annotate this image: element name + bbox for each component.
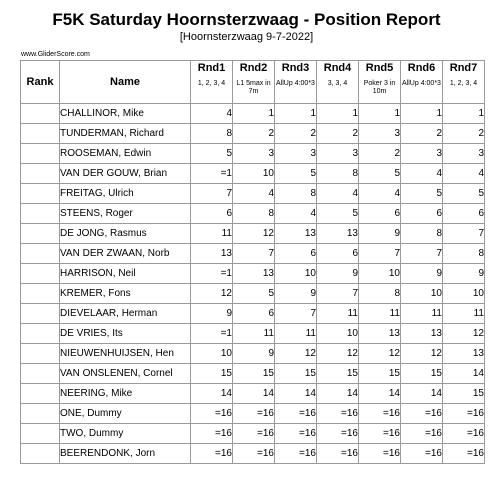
rank-cell: [21, 184, 60, 204]
round-position: =16: [275, 404, 317, 424]
round-position: =16: [401, 444, 443, 464]
rank-cell: [21, 224, 60, 244]
round-position: 3: [359, 124, 401, 144]
round-position: 6: [275, 244, 317, 264]
round-position: 4: [401, 164, 443, 184]
round-position: 4: [317, 184, 359, 204]
round-position: 7: [359, 244, 401, 264]
round-position: 10: [191, 344, 233, 364]
rank-cell: [21, 404, 60, 424]
round-position: =16: [275, 444, 317, 464]
rank-cell: [21, 244, 60, 264]
round-position: 2: [359, 144, 401, 164]
table-row: [21, 144, 485, 164]
round-position: =16: [443, 444, 485, 464]
round-position: 3: [317, 144, 359, 164]
round-position: 15: [443, 384, 485, 404]
round-position: 2: [401, 124, 443, 144]
round-position: 15: [275, 364, 317, 384]
round-position: 14: [401, 384, 443, 404]
table-row: [21, 444, 485, 464]
round-position: 14: [317, 384, 359, 404]
round-position: 13: [317, 224, 359, 244]
round-position: 14: [443, 364, 485, 384]
table-row: [21, 404, 485, 424]
round-position: 8: [317, 164, 359, 184]
pilot-name: ONE, Dummy: [60, 404, 191, 424]
round-position: =16: [233, 424, 275, 444]
table-row: [21, 164, 485, 184]
round-position: 5: [443, 184, 485, 204]
round-position: 4: [233, 184, 275, 204]
pilot-name: KREMER, Fons: [60, 284, 191, 304]
round-position: 4: [443, 164, 485, 184]
round-desc: 3, 3, 4: [327, 80, 348, 87]
pilot-name: TUNDERMAN, Richard: [60, 124, 191, 144]
report-subtitle: [Hoornsterzwaag 9-7-2022]: [179, 31, 314, 43]
round-position: 15: [233, 364, 275, 384]
pilot-name: HARRISON, Neil: [60, 264, 191, 284]
pilot-name: DE JONG, Rasmus: [60, 224, 191, 244]
round-position: =16: [359, 444, 401, 464]
table-row: [21, 384, 485, 404]
round-position: =1: [191, 164, 233, 184]
round-position: 13: [191, 244, 233, 264]
round-position: =16: [401, 404, 443, 424]
table-header-row: [21, 61, 485, 104]
round-position: 5: [359, 164, 401, 184]
round-desc: AllUp 4:00*3: [276, 80, 315, 87]
round-position: 12: [443, 324, 485, 344]
pilot-name: STEENS, Roger: [60, 204, 191, 224]
round-position: 13: [359, 324, 401, 344]
name-header: Name: [60, 61, 191, 104]
round-position: 12: [233, 224, 275, 244]
table-row: [21, 424, 485, 444]
round-position: 6: [233, 304, 275, 324]
round-position: 9: [233, 344, 275, 364]
round-position: 11: [401, 304, 443, 324]
rank-cell: [21, 204, 60, 224]
round-desc: 1, 2, 3, 4: [449, 80, 478, 87]
table-row: [21, 284, 485, 304]
round-position: 3: [443, 144, 485, 164]
round-position: 12: [401, 344, 443, 364]
pilot-name: TWO, Dummy: [60, 424, 191, 444]
round-position: 13: [443, 344, 485, 364]
round-position: 6: [401, 204, 443, 224]
pilot-name: VAN DER GOUW, Brian: [60, 164, 191, 184]
pilot-name: VAN ONSLENEN, Cornel: [60, 364, 191, 384]
round-position: 10: [317, 324, 359, 344]
pilot-name: NIEUWENHUIJSEN, Hen: [60, 344, 191, 364]
rank-cell: [21, 284, 60, 304]
round-position: 11: [275, 324, 317, 344]
round-position: 10: [275, 264, 317, 284]
round-position: =16: [317, 404, 359, 424]
round-position: =1: [191, 264, 233, 284]
round-position: =16: [443, 424, 485, 444]
round-label: Rnd7: [449, 62, 478, 74]
round-position: 11: [443, 304, 485, 324]
table-row: [21, 204, 485, 224]
table-row: [21, 264, 485, 284]
rank-cell: [21, 264, 60, 284]
round-position: =16: [233, 404, 275, 424]
round-position: 12: [191, 284, 233, 304]
round-position: 9: [275, 284, 317, 304]
round-position: 9: [359, 224, 401, 244]
round-label: Rnd4: [323, 62, 352, 74]
rank-cell: [21, 144, 60, 164]
table-row: [21, 244, 485, 264]
round-position: 5: [233, 284, 275, 304]
round-position: 15: [191, 364, 233, 384]
table-body: [21, 104, 485, 464]
table-row: [21, 324, 485, 344]
round-position: 10: [359, 264, 401, 284]
round-position: 13: [275, 224, 317, 244]
rank-cell: [21, 444, 60, 464]
round-desc: Poker 3 in 10m: [363, 80, 396, 95]
pilot-name: FREITAG, Ulrich: [60, 184, 191, 204]
round-position: 7: [443, 224, 485, 244]
round-position: 12: [359, 344, 401, 364]
round-position: 11: [191, 224, 233, 244]
table-row: [21, 224, 485, 244]
round-position: 6: [359, 204, 401, 224]
round-position: 7: [275, 304, 317, 324]
round-position: 13: [233, 264, 275, 284]
round-position: 9: [191, 304, 233, 324]
pilot-name: DIEVELAAR, Herman: [60, 304, 191, 324]
round-header-2: [233, 61, 275, 104]
round-header-7: [443, 61, 485, 104]
round-position: 1: [317, 104, 359, 124]
round-position: 13: [401, 324, 443, 344]
round-position: 8: [233, 204, 275, 224]
round-position: 9: [443, 264, 485, 284]
round-label: Rnd1: [197, 62, 226, 74]
pilot-name: NEERING, Mike: [60, 384, 191, 404]
round-position: 12: [317, 344, 359, 364]
rank-cell: [21, 164, 60, 184]
round-label: Rnd5: [365, 62, 394, 74]
round-position: 8: [443, 244, 485, 264]
round-position: 8: [275, 184, 317, 204]
round-label: Rnd3: [281, 62, 310, 74]
round-position: =16: [359, 404, 401, 424]
report-title: F5K Saturday Hoornsterzwaag - Position Report: [52, 10, 441, 29]
table-row: [21, 184, 485, 204]
rank-header: Rank: [21, 61, 60, 104]
round-position: 7: [317, 284, 359, 304]
round-position: 10: [443, 284, 485, 304]
rank-cell: [21, 364, 60, 384]
rank-cell: [21, 424, 60, 444]
round-position: 3: [401, 144, 443, 164]
round-position: 1: [275, 104, 317, 124]
round-header-3: [275, 61, 317, 104]
round-position: 5: [317, 204, 359, 224]
round-position: 3: [233, 144, 275, 164]
round-position: 1: [233, 104, 275, 124]
round-position: 3: [275, 144, 317, 164]
position-table: [20, 60, 485, 464]
round-position: 9: [317, 264, 359, 284]
round-position: 6: [317, 244, 359, 264]
round-position: =16: [443, 404, 485, 424]
round-position: 2: [233, 124, 275, 144]
round-header-6: [401, 61, 443, 104]
round-position: =16: [233, 444, 275, 464]
round-position: 10: [233, 164, 275, 184]
round-position: 12: [275, 344, 317, 364]
round-position: 8: [191, 124, 233, 144]
round-position: 4: [359, 184, 401, 204]
round-label: Rnd6: [407, 62, 436, 74]
rank-cell: [21, 304, 60, 324]
site-link[interactable]: www.GliderScore.com: [21, 51, 90, 58]
table-row: [21, 124, 485, 144]
round-position: =16: [359, 424, 401, 444]
round-position: 5: [401, 184, 443, 204]
round-position: 2: [275, 124, 317, 144]
round-position: 8: [401, 224, 443, 244]
round-position: 2: [443, 124, 485, 144]
round-position: =16: [317, 444, 359, 464]
round-position: 6: [443, 204, 485, 224]
rank-cell: [21, 104, 60, 124]
round-header-5: [359, 61, 401, 104]
round-label: Rnd2: [239, 62, 268, 74]
round-position: =1: [191, 324, 233, 344]
round-position: 11: [233, 324, 275, 344]
round-position: =16: [191, 424, 233, 444]
round-position: 15: [317, 364, 359, 384]
round-desc: 1, 2, 3, 4: [197, 80, 226, 87]
table-row: [21, 104, 485, 124]
round-position: =16: [275, 424, 317, 444]
round-desc: AllUp 4:00*3: [402, 80, 441, 87]
round-position: =16: [191, 444, 233, 464]
round-position: =16: [401, 424, 443, 444]
round-desc: L1 5max in 7m: [236, 80, 271, 95]
round-position: 6: [191, 204, 233, 224]
round-position: 1: [359, 104, 401, 124]
round-position: 11: [359, 304, 401, 324]
round-position: 7: [401, 244, 443, 264]
round-position: 15: [359, 364, 401, 384]
pilot-name: VAN DER ZWAAN, Norb: [60, 244, 191, 264]
round-header-4: [317, 61, 359, 104]
round-position: 10: [401, 284, 443, 304]
round-position: =16: [317, 424, 359, 444]
round-position: 2: [317, 124, 359, 144]
round-position: 4: [275, 204, 317, 224]
round-position: 7: [191, 184, 233, 204]
rank-cell: [21, 324, 60, 344]
rank-cell: [21, 344, 60, 364]
round-position: 14: [233, 384, 275, 404]
round-position: 5: [191, 144, 233, 164]
pilot-name: BEERENDONK, Jorn: [60, 444, 191, 464]
rank-cell: [21, 384, 60, 404]
round-position: 11: [317, 304, 359, 324]
round-position: 14: [191, 384, 233, 404]
round-position: 4: [191, 104, 233, 124]
table-row: [21, 344, 485, 364]
round-position: 1: [401, 104, 443, 124]
table-row: [21, 304, 485, 324]
pilot-name: CHALLINOR, Mike: [60, 104, 191, 124]
round-position: 15: [401, 364, 443, 384]
round-position: =16: [191, 404, 233, 424]
round-position: 1: [443, 104, 485, 124]
table-row: [21, 364, 485, 384]
round-position: 9: [401, 264, 443, 284]
round-position: 8: [359, 284, 401, 304]
pilot-name: DE VRIES, Its: [60, 324, 191, 344]
round-position: 14: [359, 384, 401, 404]
round-position: 14: [275, 384, 317, 404]
round-header-1: [191, 61, 233, 104]
pilot-name: ROOSEMAN, Edwin: [60, 144, 191, 164]
round-position: 5: [275, 164, 317, 184]
round-position: 7: [233, 244, 275, 264]
rank-cell: [21, 124, 60, 144]
